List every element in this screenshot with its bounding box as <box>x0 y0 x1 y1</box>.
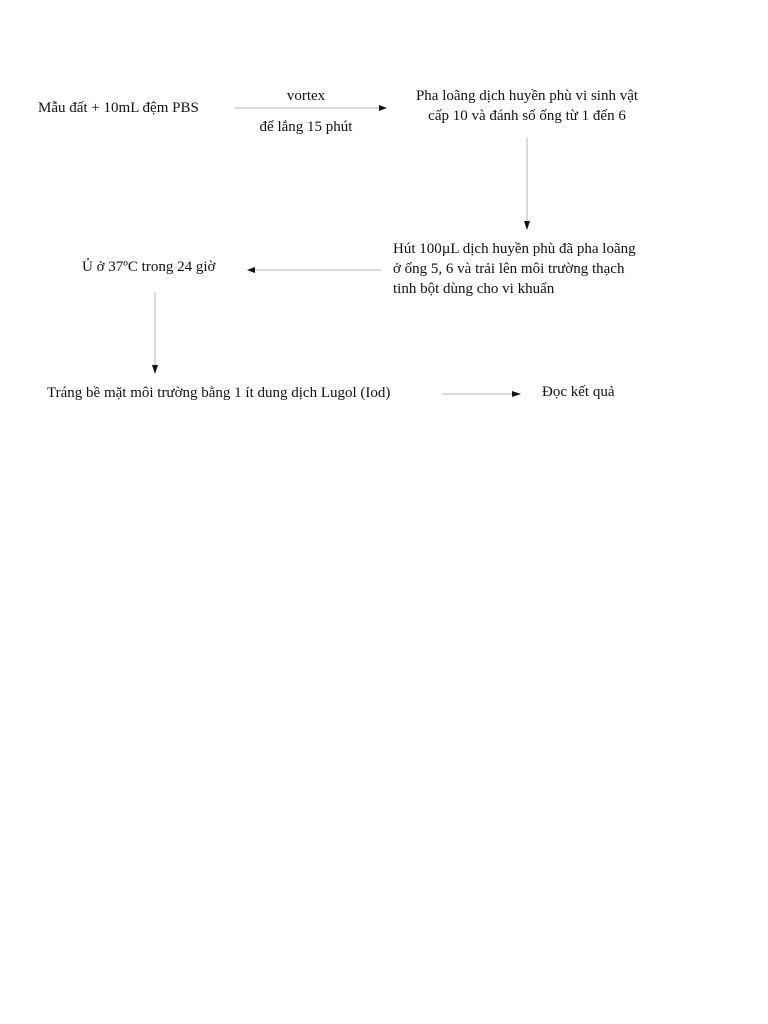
arrow1-label-vortex: vortex <box>286 88 326 104</box>
arrow-step2-to-step3 <box>524 138 530 230</box>
step-read-results: Đọc kết quả <box>542 384 615 400</box>
arrow1-label-settle: để lắng 15 phút <box>259 119 353 135</box>
step-plating-line-3: tinh bột dùng cho vi khuẩn <box>393 281 555 297</box>
step-dilution-line-2: cấp 10 và đánh số ống từ 1 đến 6 <box>428 108 626 124</box>
step-lugol-staining: Tráng bề mặt môi trường bằng 1 ít dung dịch Lugol (Iod) <box>47 385 391 401</box>
step-plating-line-1: Hút 100µL dịch huyền phù đã pha loãng <box>393 241 636 257</box>
step-plating <box>393 239 683 299</box>
step-incubation: Ủ ở 37ºC trong 24 giờ <box>82 259 216 275</box>
arrow-step5-to-step6 <box>442 391 521 397</box>
step-soil-sample: Mẫu đất + 10mL đệm PBS <box>38 100 199 116</box>
step-plating-line-2: ở ống 5, 6 và trải lên môi trường thạch <box>393 261 625 277</box>
arrow-step4-to-step5 <box>152 292 158 374</box>
step-dilution-line-1: Pha loãng dịch huyền phù vi sinh vật <box>415 88 639 104</box>
arrow-step3-to-step4 <box>247 267 381 273</box>
step-dilution <box>392 86 662 126</box>
